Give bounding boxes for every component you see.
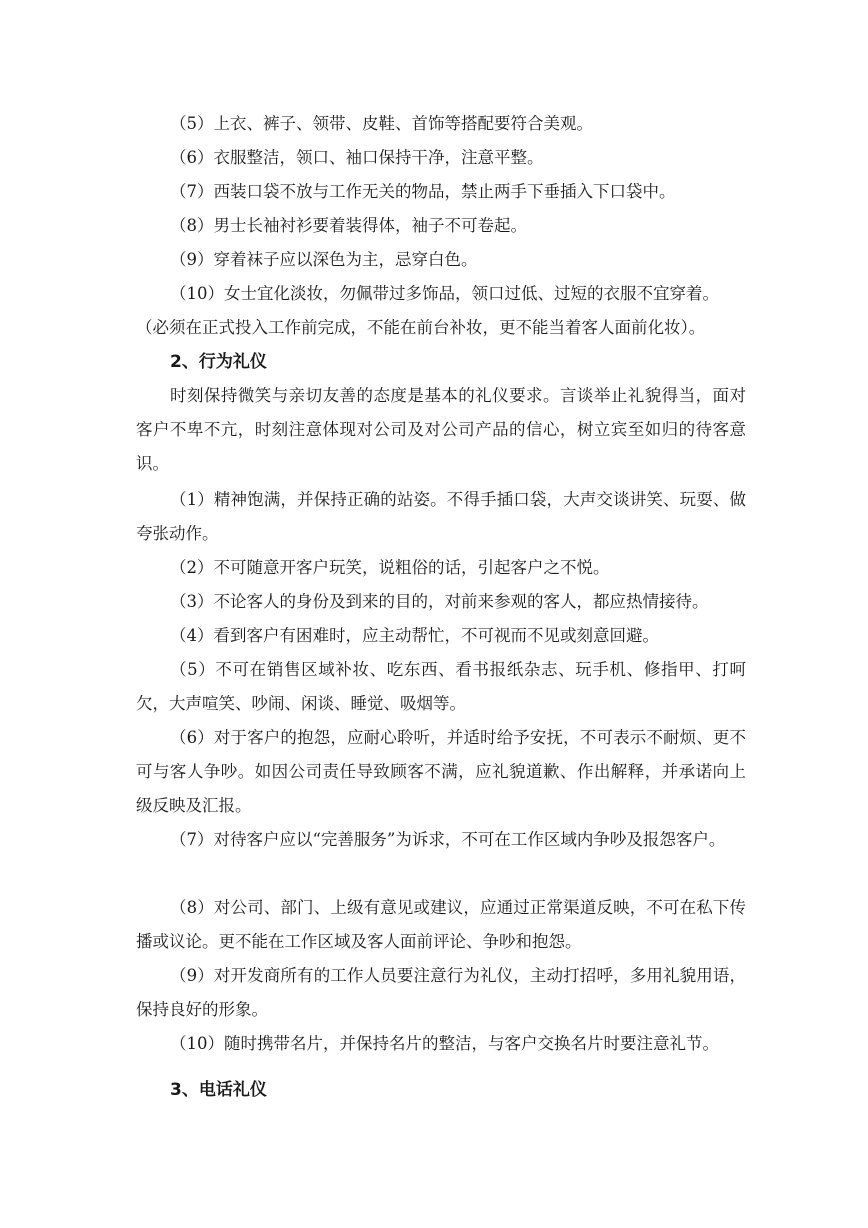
section-heading-3: 3、电话礼仪 [170, 1080, 267, 1100]
list-item: （8）对公司、部门、上级有意见或建议，应通过正常渠道反映，不可在私下传播或议论。更不能在工作区域及客人面前评论、争吵和抱怨。 [136, 898, 746, 951]
list-item: （5）不可在销售区域补妆、吃东西、看书报纸杂志、玩手机、修指甲、打呵欠，大声喧笑、吵闹、闲谈、睡觉、吸烟等。 [136, 660, 746, 713]
list-item: （9）穿着袜子应以深色为主，忌穿白色。 [170, 250, 478, 269]
list-item: （1）精神饱满，并保持正确的站姿。不得手插口袋，大声交谈讲笑、玩耍、做夸张动作。 [136, 490, 746, 543]
list-item: （7）西装口袋不放与工作无关的物品，禁止两手下垂插入下口袋中。 [170, 182, 676, 201]
list-item: （6）衣服整洁，领口、袖口保持干净，注意平整。 [170, 148, 544, 167]
list-item: （9）对开发商所有的工作人员要注意行为礼仪，主动打招呼，多用礼貌用语，保持良好的形象。 [136, 966, 746, 1019]
list-item-note: （必须在正式投入工作前完成，不能在前台补妆，更不能当着客人面前化妆）。 [136, 318, 706, 337]
list-item: （7）对待客户应以“完善服务”为诉求，不可在工作区域内争吵及报怨客户。 [170, 830, 726, 849]
list-item: （6）对于客户的抱怨，应耐心聆听，并适时给予安抚，不可表示不耐烦、更不可与客人争吵。如因公司责任导致顾客不满，应礼貌道歉、作出解释，并承诺向上级反映及汇报。 [136, 728, 746, 815]
list-item: （8）男士长袖衬衫要着装得体，袖子不可卷起。 [170, 216, 527, 235]
section-heading-2: 2、行为礼仪 [170, 352, 267, 372]
list-item: （5）上衣、裤子、领带、皮鞋、首饰等搭配要符合美观。 [170, 114, 593, 133]
list-item: （10）随时携带名片，并保持名片的整洁，与客户交换名片时要注意礼节。 [170, 1034, 719, 1053]
list-item: （2）不可随意开客户玩笑，说粗俗的话，引起客户之不悦。 [170, 558, 610, 577]
section-intro: 时刻保持微笑与亲切友善的态度是基本的礼仪要求。言谈举止礼貌得当，面对客户不卑不亢，时刻注意体现对公司及对公司产品的信心，树立宾至如归的待客意识。 [136, 386, 746, 473]
list-item: （4）看到客户有困难时，应主动帮忙，不可视而不见或刻意回避。 [170, 626, 659, 645]
list-item: （3）不论客人的身份及到来的目的，对前来参观的客人，都应热情接待。 [170, 592, 709, 611]
list-item: （10）女士宜化淡妆，勿佩带过多饰品，领口过低、过短的衣服不宜穿着。 [170, 284, 719, 303]
